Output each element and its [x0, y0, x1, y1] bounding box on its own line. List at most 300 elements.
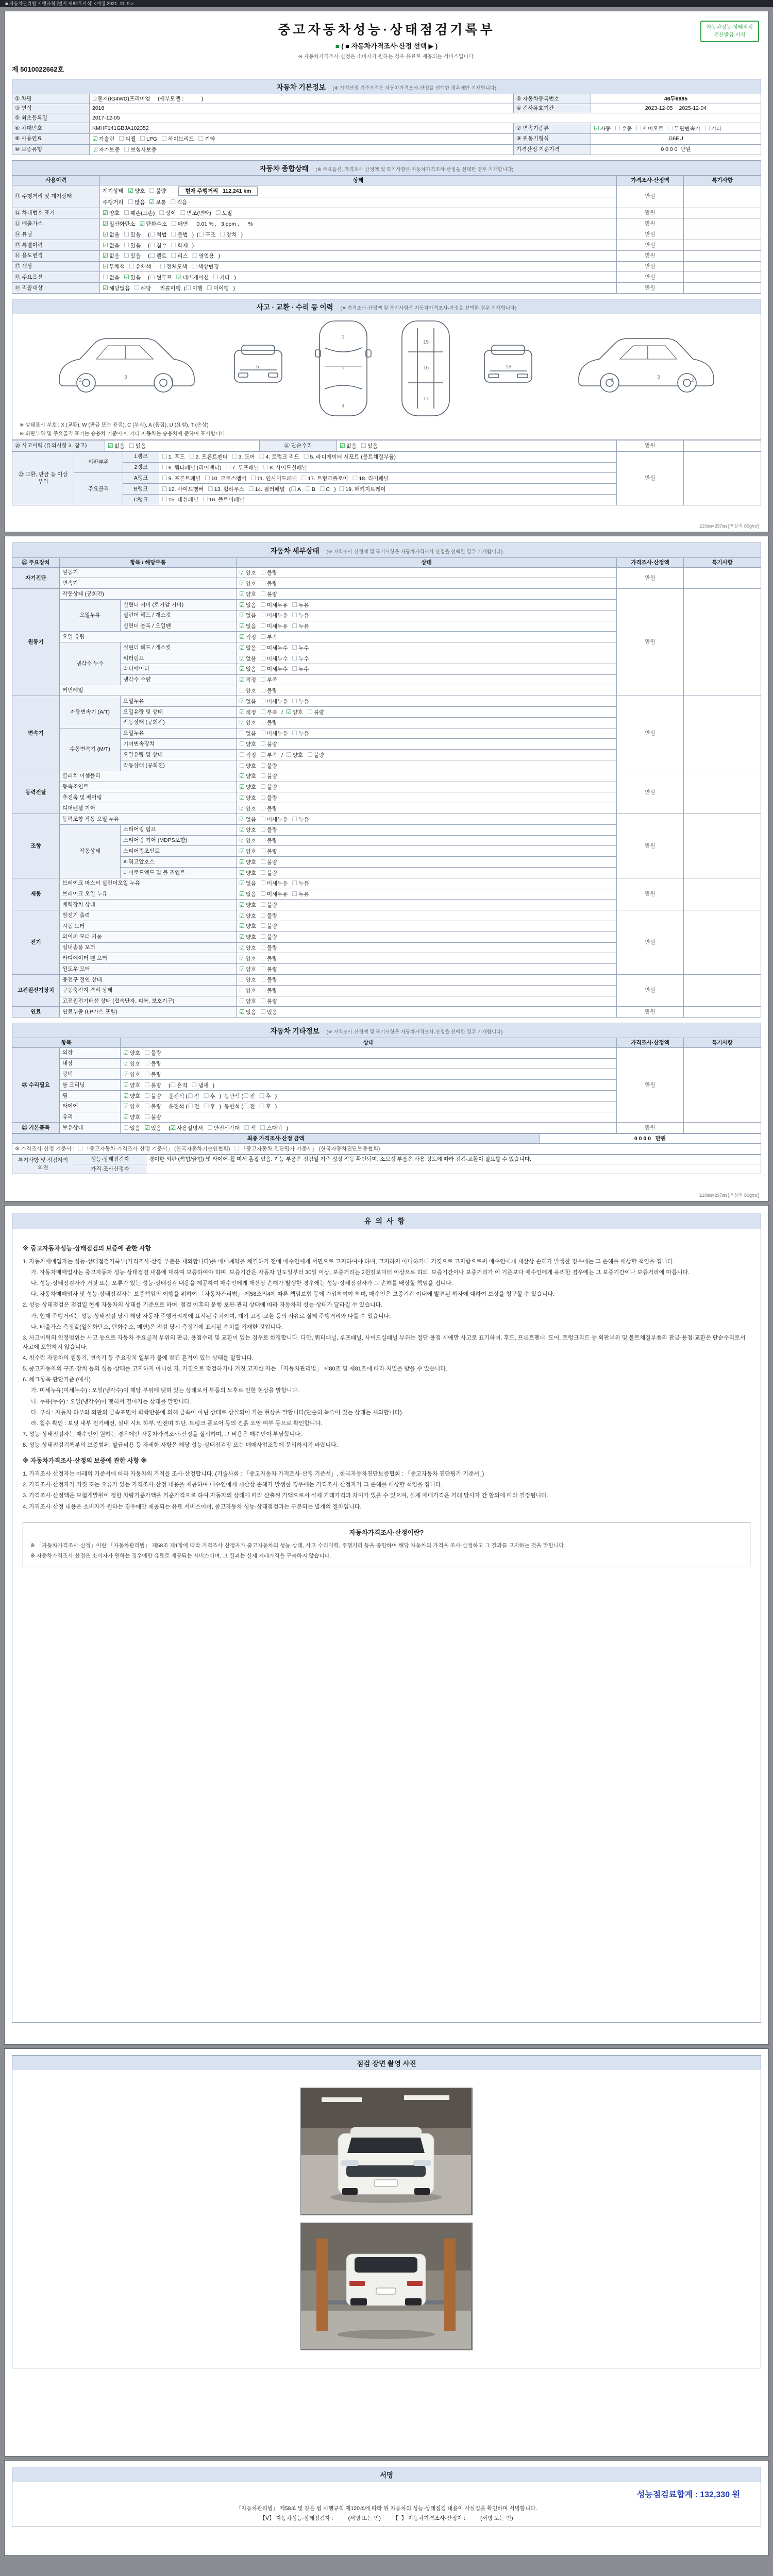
- checkbox-6. 쿼터패널 (리어펜더)[interactable]: ☐ 6. 쿼터패널 (리어펜더): [162, 464, 222, 471]
- page-2: [4, 536, 769, 1201]
- checkbox-영업용[interactable]: ☐ 영업용: [192, 252, 214, 260]
- checkbox-불량[interactable]: ☐ 불량: [144, 1113, 162, 1121]
- checked-checkbox-icon: ☑: [176, 273, 182, 281]
- checkbox-8. 사이드실패널[interactable]: ☐ 8. 사이드실패널: [263, 464, 307, 471]
- checked-checkbox-icon: ☑: [123, 1092, 129, 1099]
- unchecked-checkbox-icon: ☐: [192, 252, 198, 260]
- checkbox-불량[interactable]: ☐ 불량: [260, 976, 278, 984]
- cell: 타이로드엔드 및 볼 조인트: [121, 868, 237, 878]
- checkbox-누수[interactable]: ☐ 누수: [292, 654, 309, 662]
- checkbox-양호[interactable]: ☑ 양호: [285, 708, 303, 716]
- checkbox-16. 플로어패널[interactable]: ☐ 16. 플로어패널: [202, 496, 244, 503]
- checkbox-침수[interactable]: ☐ 침수: [149, 241, 167, 249]
- checkbox-썬루프[interactable]: ☐ 썬루프: [149, 273, 172, 281]
- checkbox-많음[interactable]: ☐ 많음: [128, 198, 145, 206]
- checkbox-스패너[interactable]: ☐ 스패너: [260, 1124, 282, 1131]
- checkbox-양호[interactable]: ☑ 양호: [123, 1081, 141, 1089]
- checkbox-불량[interactable]: ☐ 불량: [260, 740, 278, 748]
- checkbox-불량[interactable]: ☐ 불량: [307, 751, 325, 758]
- checkbox-있음[interactable]: ☐ 있음: [124, 230, 141, 238]
- price-select-note: ※ 자동차가격조사·산정은 소비자가 원하는 경우 유료로 제공되는 서비스입니다.: [298, 54, 475, 60]
- checkbox-적정[interactable]: ☑ 적정: [239, 676, 257, 684]
- checkbox-안전삼각대[interactable]: ☐ 안전삼각대: [207, 1124, 240, 1131]
- unchecked-checkbox-icon: ☐: [162, 485, 167, 493]
- section-title: 자동차 기타정보: [270, 1027, 320, 1036]
- unchecked-checkbox-icon: ☐: [144, 1113, 150, 1121]
- checkbox-13. 휠하우스[interactable]: ☐ 13. 휠하우스: [208, 485, 244, 493]
- checkbox-양호[interactable]: ☐ 양호: [239, 997, 257, 1005]
- checkbox-누유[interactable]: ☐ 누유: [292, 622, 309, 630]
- checkbox-불량[interactable]: ☐ 불량: [260, 954, 278, 962]
- checkbox-불량[interactable]: ☐ 불량: [260, 869, 278, 876]
- checkbox-전[interactable]: ☐ 전: [243, 1092, 255, 1099]
- cell: [237, 589, 617, 600]
- checkbox-부족[interactable]: ☐ 부족: [260, 751, 278, 758]
- checkbox-보통[interactable]: ☑ 보통: [149, 198, 166, 206]
- checkbox-미세누유[interactable]: ☐ 미세누유: [260, 622, 288, 630]
- checkbox-양호[interactable]: ☐ 양호: [239, 761, 257, 769]
- page-1: [4, 11, 769, 532]
- checkbox-누유[interactable]: ☐ 누유: [292, 697, 309, 705]
- cell: [100, 240, 617, 251]
- checkbox-양호[interactable]: ☑ 양호: [239, 590, 257, 598]
- cell: ⑩ 보증유형: [12, 144, 90, 155]
- checkbox-불량[interactable]: ☐ 불량: [260, 858, 278, 866]
- checked-checkbox-icon: ☑: [239, 879, 245, 887]
- cell: 휠: [60, 1091, 121, 1101]
- checkbox-불량[interactable]: ☐ 불량: [260, 719, 278, 726]
- cell: ⑱ 주요옵션: [12, 272, 100, 283]
- cell: [237, 696, 617, 707]
- checkbox-양호[interactable]: ☑ 양호: [239, 901, 257, 908]
- checkbox-불량[interactable]: ☐ 불량: [260, 933, 278, 941]
- cell: 스티어링 펌프: [121, 824, 237, 835]
- document-header: [12, 16, 761, 74]
- unchecked-checkbox-icon: ☐: [260, 761, 266, 769]
- checkbox-양호[interactable]: ☑ 양호: [239, 911, 257, 919]
- checkbox-미세누유[interactable]: ☐ 미세누유: [260, 601, 288, 608]
- checkbox-불법[interactable]: ☐ 불법: [171, 230, 188, 238]
- unchecked-checkbox-icon: ☐: [704, 124, 710, 132]
- checkbox-있음[interactable]: ☐ 있음: [361, 442, 378, 449]
- checkbox-미세누유[interactable]: ☐ 미세누유: [260, 815, 288, 823]
- checkbox-있음[interactable]: ☐ 있음: [124, 241, 141, 249]
- checkbox-양호[interactable]: ☑ 양호: [123, 1070, 141, 1078]
- unchecked-checkbox-icon: ☐: [124, 209, 129, 217]
- cell: 만원: [617, 185, 684, 208]
- checkbox-양호[interactable]: ☑ 양호: [103, 209, 120, 217]
- cell: 상태: [237, 558, 617, 568]
- checkbox-불량[interactable]: ☐ 불량: [144, 1070, 162, 1078]
- checkbox-3. 도어[interactable]: ☐ 3. 도어: [231, 453, 255, 461]
- unchecked-checkbox-icon: ☐: [191, 263, 197, 270]
- checkbox-없음[interactable]: ☑ 없음: [239, 622, 257, 630]
- checkbox-있음[interactable]: ☐ 있음: [129, 442, 146, 449]
- checkbox-부족[interactable]: ☐ 부족: [260, 633, 278, 640]
- checkbox-불량[interactable]: ☐ 불량: [260, 761, 278, 769]
- checkbox-1. 후드[interactable]: ☐ 1. 후드: [162, 453, 185, 461]
- checkbox-있음[interactable]: ☐ 있음: [124, 252, 141, 260]
- cell: [121, 1080, 617, 1091]
- cell: 고전원전기장치: [12, 974, 60, 1006]
- checkbox-후[interactable]: ☐ 후: [259, 1092, 271, 1099]
- checkbox-불량[interactable]: ☐ 불량: [260, 911, 278, 919]
- checkbox-장치[interactable]: ☐ 장치: [220, 230, 237, 238]
- cell: [237, 760, 617, 771]
- checkbox-있음[interactable]: ☑ 있음: [144, 1124, 162, 1131]
- cell: [237, 868, 617, 878]
- cell: 자기진단: [12, 567, 60, 589]
- cell: 만원: [617, 1047, 684, 1123]
- svg-text:6: 6: [611, 378, 614, 383]
- checkbox-불량[interactable]: ☐ 불량: [260, 783, 278, 791]
- checkbox-전[interactable]: ☐ 전: [187, 1092, 199, 1099]
- checkbox-변조(변타)[interactable]: ☐ 변조(변타): [180, 209, 211, 217]
- cell: ⑪ 주행거리 및 계기상태: [12, 185, 100, 208]
- checkbox-냄새[interactable]: ☐ 냄새: [191, 1081, 209, 1089]
- checkbox-기타[interactable]: ☐ 기타: [704, 124, 722, 132]
- checkbox-불량[interactable]: ☐ 불량: [260, 837, 278, 844]
- checkbox-없음[interactable]: ☑ 없음: [103, 252, 120, 260]
- checkbox-수동[interactable]: ☐ 수동: [615, 124, 632, 132]
- checkbox-화재[interactable]: ☐ 화재: [171, 241, 188, 249]
- checkbox-없음[interactable]: ☑ 없음: [103, 230, 120, 238]
- checkbox-미이행[interactable]: ☐ 미이행: [207, 284, 229, 292]
- checkbox-「중고자동차 가격조사·산정 기준서」 (한국자동차기술인협회)[interactable]: ☐ 「중고자동차 가격조사·산정 기준서」 (한국자동차기술인협회): [77, 1145, 230, 1153]
- checkbox-적정[interactable]: ☐ 적정: [239, 751, 257, 758]
- unchecked-checkbox-icon: ☐: [239, 740, 245, 748]
- cell: [121, 1058, 617, 1069]
- car-front-view: [234, 345, 282, 382]
- page-title: 중고자동차성능·상태점검기록부: [278, 23, 495, 37]
- checkbox-7. 루프패널[interactable]: ☐ 7. 루프패널: [225, 464, 259, 471]
- checkbox-미세누유[interactable]: ☐ 미세누유: [260, 879, 288, 887]
- cell: 실린더 커버 (로커암 커버): [121, 600, 237, 611]
- unchecked-checkbox-icon: ☐: [231, 453, 238, 461]
- checkbox-양호[interactable]: ☑ 양호: [239, 933, 257, 941]
- checkbox-양호[interactable]: ☑ 양호: [239, 826, 257, 834]
- checkbox-없음[interactable]: ☑ 없음: [239, 601, 257, 608]
- checkbox-미세누유[interactable]: ☐ 미세누유: [260, 697, 288, 705]
- checkbox-「중고자동차 진단평가 기준서」 (한국자동차진단보증협회)[interactable]: ☐ 「중고자동차 진단평가 기준서」 (한국자동차진단보증협회): [234, 1145, 380, 1153]
- unchecked-checkbox-icon: ☐: [260, 987, 266, 994]
- checkbox-불량[interactable]: ☐ 불량: [260, 590, 278, 598]
- checkbox-양호[interactable]: ☑ 양호: [239, 569, 257, 577]
- checkbox-양호[interactable]: ☑ 양호: [239, 579, 257, 587]
- checkbox-양호[interactable]: ☑ 양호: [239, 837, 257, 844]
- workshop-lift-photo: [301, 2223, 471, 2349]
- checkbox-양호[interactable]: ☑ 양호: [128, 187, 145, 194]
- checkbox-없음[interactable]: ☑ 없음: [340, 442, 357, 449]
- checkbox-양호[interactable]: ☑ 양호: [123, 1060, 141, 1067]
- checkbox-없음[interactable]: ☑ 없음: [239, 879, 257, 887]
- checkbox-양호[interactable]: ☐ 양호: [239, 740, 257, 748]
- checkbox-C[interactable]: ☐ C: [319, 485, 330, 493]
- cell: [121, 1047, 617, 1058]
- cell: [237, 621, 617, 632]
- text: ): [212, 1082, 215, 1089]
- cell: 만원: [617, 974, 684, 1006]
- checkbox-세미오토[interactable]: ☐ 세미오토: [636, 124, 664, 132]
- checkbox-양호[interactable]: ☑ 양호: [239, 719, 257, 726]
- checkbox-사용설명서[interactable]: ☑ 사용설명서: [170, 1124, 203, 1131]
- checkbox-색상변경[interactable]: ☐ 색상변경: [191, 263, 219, 270]
- paper-spec-footer: 210㎜×297㎜ [백상지 80g/㎡]: [699, 1193, 759, 1198]
- checkbox-디젤[interactable]: ☐ 디젤: [119, 135, 136, 143]
- unchecked-checkbox-icon: ☐: [292, 622, 298, 630]
- checkbox-양호[interactable]: ☐ 양호: [239, 686, 257, 694]
- checkbox-양호[interactable]: ☑ 양호: [239, 793, 257, 801]
- table-row: [12, 451, 761, 462]
- notice-paragraph: 다. 자동차매매업자 및 성능·상태점검자는 보증책임의 이행을 위하여 「자동차관리법」 제58조의4에 따른 책임보험 등에 가입하여야 하며, 매수인은 보증기간 이내에 발견된 하자에 대하여 보상을 청구할 수 있습니다.: [31, 1291, 555, 1298]
- checkbox-양호[interactable]: ☑ 양호: [123, 1113, 141, 1121]
- checkbox-없음[interactable]: ☑ 없음: [239, 654, 257, 662]
- checkbox-탄화수소[interactable]: ☑ 탄화수소: [139, 219, 167, 227]
- checkbox-해당[interactable]: ☐ 해당: [134, 284, 152, 292]
- checkbox-불량[interactable]: ☐ 불량: [260, 847, 278, 855]
- checkbox-리스[interactable]: ☐ 리스: [171, 252, 188, 260]
- cell: 원동기: [12, 589, 60, 696]
- checkbox-없음[interactable]: ☑ 없음: [103, 241, 120, 249]
- checkbox-LPG[interactable]: ☐ LPG: [140, 135, 158, 143]
- section-title: 자동차 기본정보: [276, 83, 326, 91]
- checkbox-매연[interactable]: ☐ 매연: [171, 219, 188, 227]
- checkbox-불량[interactable]: ☐ 불량: [260, 579, 278, 587]
- checkbox-부족[interactable]: ☐ 부족: [260, 676, 278, 684]
- checkbox-없음[interactable]: ☑ 없음: [239, 815, 257, 823]
- checkbox-양호[interactable]: ☑ 양호: [239, 965, 257, 973]
- checkbox-불량[interactable]: ☐ 불량: [260, 987, 278, 994]
- checkbox-없음[interactable]: ☑ 없음: [239, 1008, 257, 1015]
- checkbox-B[interactable]: ☐ B: [305, 485, 315, 493]
- checkbox-불량[interactable]: ☐ 불량: [260, 965, 278, 973]
- checkbox-양호[interactable]: ☑ 양호: [123, 1092, 141, 1099]
- checkbox-불량[interactable]: ☐ 불량: [260, 793, 278, 801]
- checkbox-해당없음[interactable]: ☑ 해당없음: [103, 284, 130, 292]
- checkbox-네비게이션[interactable]: ☑ 네비게이션: [176, 273, 209, 281]
- checkbox-누유[interactable]: ☐ 누유: [292, 879, 309, 887]
- checkbox-일산화탄소[interactable]: ☑ 일산화탄소: [103, 219, 136, 227]
- unchecked-checkbox-icon: ☐: [292, 612, 298, 619]
- checkbox-미세누수[interactable]: ☐ 미세누수: [260, 643, 288, 651]
- unchecked-checkbox-icon: ☐: [239, 751, 245, 758]
- unchecked-checkbox-icon: ☐: [77, 1145, 83, 1153]
- checkbox-적음[interactable]: ☐ 적음: [170, 198, 188, 206]
- checkbox-부족[interactable]: ☐ 부족: [260, 708, 278, 716]
- checkbox-양호[interactable]: ☑ 양호: [123, 1049, 141, 1057]
- other-info-table: [12, 1038, 761, 1133]
- unchecked-checkbox-icon: ☐: [144, 1049, 150, 1057]
- checked-checkbox-icon: ☑: [239, 665, 245, 673]
- checkbox-양호[interactable]: ☑ 양호: [239, 922, 257, 930]
- checkbox-양호[interactable]: ☑ 양호: [239, 858, 257, 866]
- checkbox-상이[interactable]: ☐ 상이: [159, 209, 176, 217]
- cell: [237, 610, 617, 621]
- checkbox-적법[interactable]: ☐ 적법: [149, 230, 167, 238]
- checkbox-19. 패키지트레이[interactable]: ☐ 19. 패키지트레이: [339, 485, 386, 493]
- final-price-value: 0 0 0 0 만원: [540, 1134, 761, 1144]
- checkbox-구조[interactable]: ☐ 구조: [198, 230, 216, 238]
- checkbox-9. 프론트패널[interactable]: ☐ 9. 프론트패널: [162, 474, 201, 482]
- checkbox-양호[interactable]: ☑ 양호: [239, 804, 257, 812]
- checkbox-양호[interactable]: ☐ 양호: [239, 987, 257, 994]
- checkbox-가솔린[interactable]: ☑ 가솔린: [92, 135, 115, 143]
- cell: [237, 717, 617, 728]
- checkbox-누유[interactable]: ☐ 누유: [292, 612, 309, 619]
- checkbox-후[interactable]: ☐ 후: [259, 1103, 271, 1110]
- checkbox-17. 트렁크플로어[interactable]: ☐ 17. 트렁크플로어: [301, 474, 348, 482]
- cell: 타이어: [60, 1101, 121, 1112]
- checkbox-적정[interactable]: ☑ 적정: [239, 708, 257, 716]
- checkbox-없음[interactable]: ☑ 없음: [239, 643, 257, 651]
- cell: 오일 유량: [60, 632, 237, 642]
- checkbox-자동[interactable]: ☑ 자동: [594, 124, 611, 132]
- checkbox-없음[interactable]: ☐ 없음: [123, 1124, 141, 1131]
- cell: 오일누유: [121, 696, 237, 707]
- checkbox-무단변속기[interactable]: ☐ 무단변속기: [667, 124, 700, 132]
- document-number: 제 5010022662호: [12, 65, 64, 73]
- checked-checkbox-icon: ☑: [239, 697, 245, 705]
- unchecked-checkbox-icon: ☐: [292, 665, 298, 673]
- checked-checkbox-icon: ☑: [239, 601, 245, 608]
- table-row: [12, 1123, 761, 1133]
- checkbox-4. 트렁크 리드[interactable]: ☐ 4. 트렁크 리드: [259, 453, 299, 461]
- checkbox-없음[interactable]: ☑ 없음: [239, 890, 257, 898]
- checkbox-11. 인사이드패널[interactable]: ☐ 11. 인사이드패널: [250, 474, 297, 482]
- checkbox-하이브리드[interactable]: ☐ 하이브리드: [161, 135, 194, 143]
- checkbox-자가보증[interactable]: ☑ 자가보증: [92, 146, 120, 154]
- checkbox-불량[interactable]: ☐ 불량: [307, 708, 325, 716]
- checkbox-적정[interactable]: ☑ 적정: [239, 633, 257, 640]
- checkbox-기타[interactable]: ☐ 기타: [213, 273, 230, 281]
- checkbox-양호[interactable]: ☑ 양호: [239, 847, 257, 855]
- checkbox-불량[interactable]: ☐ 불량: [260, 772, 278, 780]
- checkbox-누유[interactable]: ☐ 누유: [292, 601, 309, 608]
- checkbox-미세누유[interactable]: ☐ 미세누유: [260, 730, 288, 737]
- checkbox-양호[interactable]: ☑ 양호: [239, 783, 257, 791]
- text: ): [234, 274, 236, 281]
- checkbox-미세누수[interactable]: ☐ 미세누수: [260, 665, 288, 673]
- checkbox-있음[interactable]: ☑ 있음: [124, 273, 141, 281]
- detailed-condition-table: [12, 557, 761, 1018]
- checkbox-후[interactable]: ☐ 후: [203, 1103, 215, 1110]
- checkbox-미세누수[interactable]: ☐ 미세누수: [260, 654, 288, 662]
- checked-checkbox-icon: ☑: [103, 284, 108, 292]
- checkbox-잭[interactable]: ☐ 잭: [244, 1124, 256, 1131]
- checkbox-미세누유[interactable]: ☐ 미세누유: [260, 890, 288, 898]
- unchecked-checkbox-icon: ☐: [260, 569, 266, 577]
- checkbox-양호[interactable]: ☑ 양호: [123, 1103, 141, 1110]
- checkbox-후[interactable]: ☐ 후: [203, 1092, 215, 1099]
- checkbox-흔적[interactable]: ☐ 흔적: [170, 1081, 188, 1089]
- checkbox-전체도색[interactable]: ☐ 전체도색: [160, 263, 188, 270]
- checkbox-12. 사이드멤버[interactable]: ☐ 12. 사이드멤버: [162, 485, 204, 493]
- checked-checkbox-icon: ☑: [123, 1070, 129, 1078]
- checkbox-훼손(오손)[interactable]: ☐ 훼손(오손): [124, 209, 155, 217]
- checkbox-불량[interactable]: ☐ 불량: [149, 187, 166, 194]
- checkbox-양호[interactable]: ☑ 양호: [239, 869, 257, 876]
- checkbox-누유[interactable]: ☐ 누유: [292, 730, 309, 737]
- checkbox-없음[interactable]: ☑ 없음: [239, 665, 257, 673]
- cell: [684, 250, 761, 261]
- checkbox-기타[interactable]: ☐ 기타: [198, 135, 215, 143]
- checked-checkbox-icon: ☑: [103, 241, 108, 249]
- checkbox-불량[interactable]: ☐ 불량: [260, 901, 278, 908]
- checkbox-있음[interactable]: ☐ 있음: [260, 1008, 278, 1015]
- checkbox-10. 크로스멤버[interactable]: ☐ 10. 크로스멤버: [205, 474, 247, 482]
- checkbox-2. 프론트펜더[interactable]: ☐ 2. 프론트펜더: [189, 453, 228, 461]
- checkbox-불량[interactable]: ☐ 불량: [144, 1081, 162, 1089]
- checkbox-전[interactable]: ☐ 전: [187, 1103, 199, 1110]
- checkbox-불량[interactable]: ☐ 불량: [260, 922, 278, 930]
- checkbox-유채색[interactable]: ☐ 유채색: [129, 263, 152, 270]
- checkbox-불량[interactable]: ☐ 불량: [144, 1103, 162, 1110]
- checked-checkbox-icon: ☑: [285, 708, 292, 716]
- checkbox-불량[interactable]: ☐ 불량: [144, 1049, 162, 1057]
- cell: [237, 931, 617, 942]
- checkbox-누수[interactable]: ☐ 누수: [292, 665, 309, 673]
- checkbox-전[interactable]: ☐ 전: [243, 1103, 255, 1110]
- checkbox-15. 대쉬패널[interactable]: ☐ 15. 대쉬패널: [162, 496, 198, 503]
- checkbox-없음[interactable]: ☐ 없음: [103, 273, 120, 281]
- checkbox-양호[interactable]: ☑ 양호: [239, 772, 257, 780]
- checkbox-무채색[interactable]: ☑ 무채색: [103, 263, 125, 270]
- checkbox-없음[interactable]: ☑ 없음: [239, 612, 257, 619]
- checkbox-불량[interactable]: ☐ 불량: [260, 686, 278, 694]
- cell: [237, 782, 617, 792]
- checkbox-불량[interactable]: ☐ 불량: [260, 826, 278, 834]
- unchecked-checkbox-icon: ☐: [303, 453, 309, 461]
- checkbox-누유[interactable]: ☐ 누유: [292, 815, 309, 823]
- checkbox-A[interactable]: ☐ A: [291, 485, 301, 493]
- cell: [237, 889, 617, 900]
- cell: 성능·상태점검자: [74, 1155, 146, 1164]
- checkbox-없음[interactable]: ☑ 없음: [108, 442, 125, 449]
- checkbox-14. 필러패널[interactable]: ☐ 14. 필러패널: [248, 485, 285, 493]
- checkbox-미세누유[interactable]: ☐ 미세누유: [260, 612, 288, 619]
- cell: [100, 283, 617, 294]
- checkbox-5. 라디에이터 서포트 (볼트체결부품)[interactable]: ☐ 5. 라디에이터 서포트 (볼트체결부품): [303, 453, 396, 461]
- checkbox-도말[interactable]: ☐ 도말: [215, 209, 232, 217]
- checkbox-누유[interactable]: ☐ 누유: [292, 890, 309, 898]
- checkbox-이행[interactable]: ☐ 이행: [186, 284, 203, 292]
- checkbox-양호[interactable]: ☑ 양호: [239, 954, 257, 962]
- checked-checkbox-icon: ☑: [108, 442, 113, 449]
- checkbox-양호[interactable]: ☐ 양호: [285, 751, 303, 758]
- checkbox-없음[interactable]: ☑ 없음: [239, 697, 257, 705]
- checkbox-렌트[interactable]: ☐ 렌트: [149, 252, 167, 260]
- checkbox-없음[interactable]: ☐ 없음: [239, 730, 257, 737]
- checkbox-불량[interactable]: ☐ 불량: [260, 569, 278, 577]
- checkbox-보험사보증[interactable]: ☐ 보험사보증: [124, 146, 157, 154]
- workshop-front-photo: [301, 2088, 471, 2214]
- table-row: [12, 974, 761, 985]
- unchecked-checkbox-icon: ☐: [144, 1081, 150, 1089]
- checkbox-불량[interactable]: ☐ 불량: [144, 1060, 162, 1067]
- cell: 외판부위: [74, 451, 123, 473]
- checkbox-불량[interactable]: ☐ 불량: [260, 997, 278, 1005]
- checkbox-불량[interactable]: ☐ 불량: [260, 944, 278, 952]
- cell: 디퍼렌셜 기어: [60, 803, 237, 814]
- checkbox-누수[interactable]: ☐ 누수: [292, 643, 309, 651]
- checked-checkbox-icon: ☑: [239, 826, 245, 834]
- checkbox-불량[interactable]: ☐ 불량: [260, 804, 278, 812]
- checked-checkbox-icon: ☑: [239, 772, 245, 780]
- checkbox-양호[interactable]: ☐ 양호: [239, 976, 257, 984]
- checkbox-18. 리어패널[interactable]: ☐ 18. 리어패널: [352, 474, 389, 482]
- checkbox-양호[interactable]: ☑ 양호: [239, 944, 257, 952]
- checkbox-불량[interactable]: ☐ 불량: [144, 1092, 162, 1099]
